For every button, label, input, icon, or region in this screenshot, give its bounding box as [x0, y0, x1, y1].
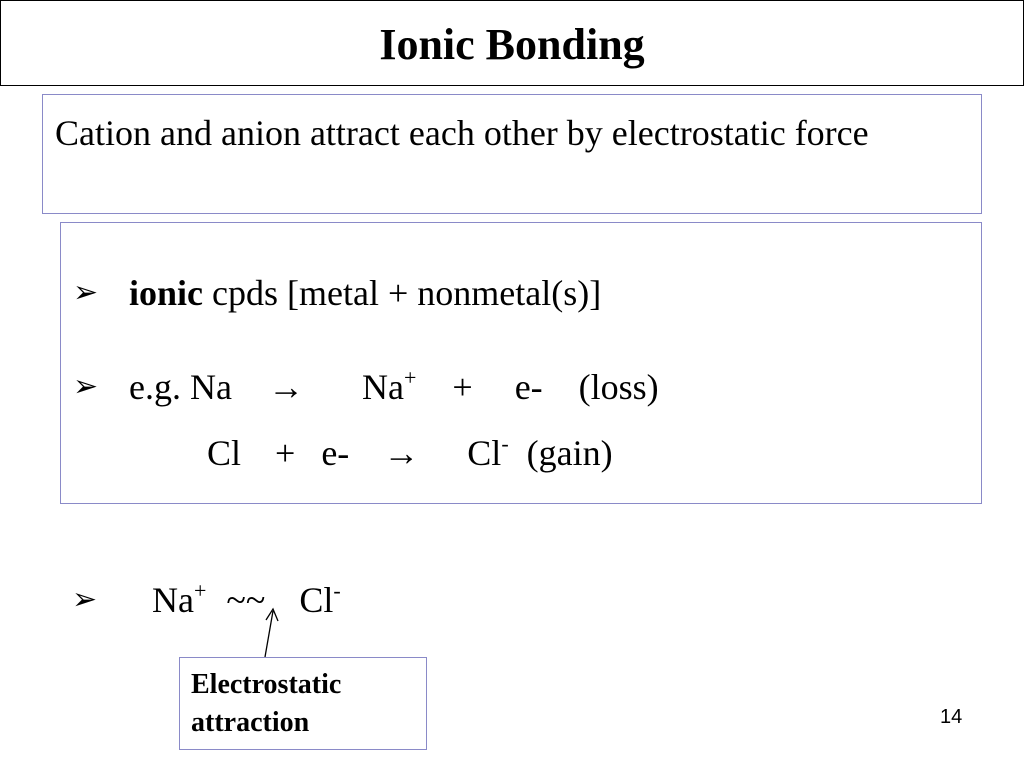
ionic-keyword: ionic [129, 273, 204, 313]
sodium-ion: Na [361, 367, 404, 407]
callout-line-1: Electrostatic [191, 669, 342, 700]
plus-sign: + [452, 367, 473, 407]
definition-text: Cation and anion attract each other by electrostatic force [55, 113, 869, 153]
bullet-arrow-icon: ➢ [72, 582, 98, 617]
attraction-symbol: ~~ [226, 580, 266, 620]
electron: e- [514, 367, 543, 407]
sodium-charge: + [193, 578, 207, 603]
chloride-ion: Cl [467, 433, 502, 473]
plus-sign: + [275, 433, 296, 473]
callout-box [179, 657, 427, 750]
loss-note: (loss) [578, 367, 659, 407]
electron: e- [321, 433, 350, 473]
chloride-ion: Cl [299, 580, 334, 620]
bullet-arrow-icon: ➢ [73, 275, 99, 310]
sodium-charge: + [403, 365, 417, 390]
reaction-arrow: → [383, 433, 420, 473]
slide-title: Ionic Bonding [379, 20, 645, 69]
chloride-charge: - [501, 431, 509, 456]
example-reactant: e.g. Na [129, 367, 232, 407]
reaction-arrow: → [267, 367, 304, 407]
callout-text [191, 666, 341, 742]
chloride-charge: - [333, 578, 341, 603]
bullet-arrow-icon: ➢ [73, 369, 99, 404]
chlorine-reactant: Cl [207, 433, 242, 473]
ionic-description: cpds [metal + nonmetal(s)] [203, 273, 602, 313]
gain-note: (gain) [526, 433, 613, 473]
callout-line-2: attraction [191, 707, 310, 738]
page-number: 14 [940, 706, 963, 728]
sodium-ion: Na [152, 580, 194, 620]
